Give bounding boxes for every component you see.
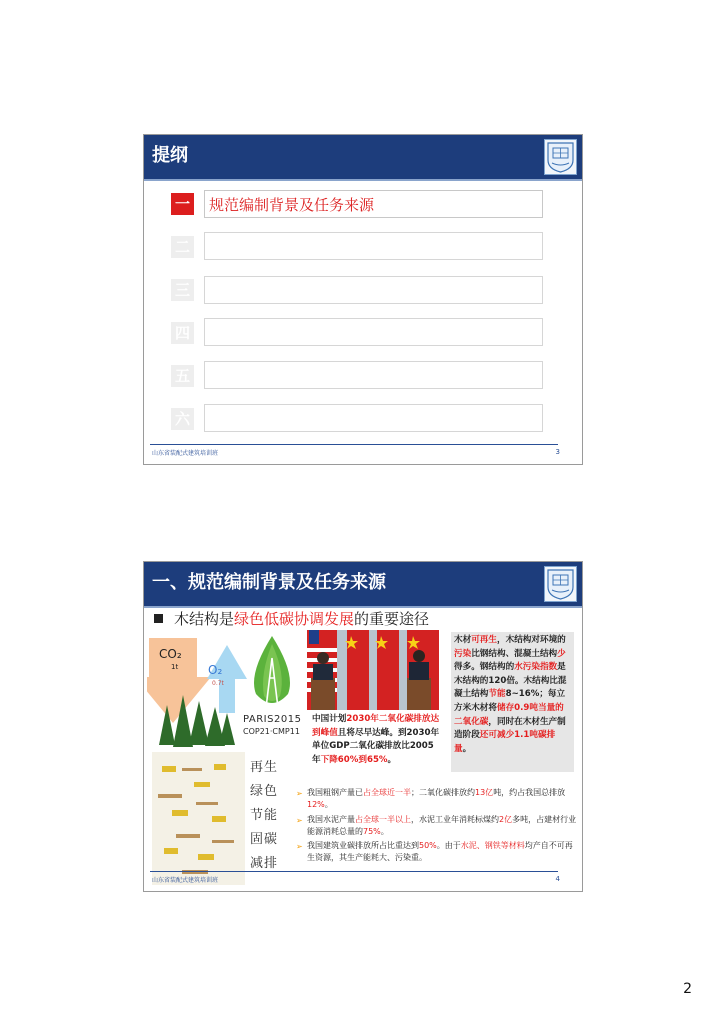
bullet-square — [154, 614, 163, 623]
arrow-bullet-icon: ➢ — [296, 816, 303, 825]
point-highlight: 50% — [419, 841, 437, 850]
point-text: ，水泥工业年消耗标煤约 — [411, 815, 499, 824]
china-text-highlight: 下降60%到65% — [320, 754, 388, 765]
o2-value: 0.7t — [212, 680, 224, 687]
point-highlight: 12% — [307, 800, 325, 809]
point-highlight: 75% — [363, 827, 381, 836]
slide-page-number: 3 — [555, 448, 560, 456]
outline-number-3: 三 — [171, 279, 194, 301]
panel-highlight: 水污染指数 — [514, 662, 558, 673]
china-text-part: 。 — [387, 754, 397, 765]
point-text: 吨，约占我国总排放 — [493, 788, 566, 797]
arrow-bullet-icon: ➢ — [296, 789, 303, 798]
point-text: ；二氧化碳排放约 — [411, 788, 475, 797]
panel-text: 木材 — [454, 635, 472, 645]
outline-item-3 — [204, 276, 543, 304]
outline-item-label: 规范编制背景及任务来源 — [209, 196, 375, 214]
o2-label: O₂ — [208, 663, 223, 677]
point-text: 均产自不可再生资源，其生产能耗大、污染重。 — [307, 841, 573, 862]
bullet-highlight: 绿色低碳协调发展 — [234, 610, 355, 628]
point-steel — [307, 787, 577, 811]
keyword-renewable: 再生 — [250, 760, 279, 775]
china-text-part: 且将尽早达峰。到2030年单位GDP二氧化碳排放比2005年 — [312, 727, 440, 765]
panel-highlight: 储存0.9吨当量的二氧化碳 — [454, 702, 564, 727]
point-text: 我国建筑业碳排放所占比重达到 — [307, 841, 419, 850]
slide-background — [143, 561, 583, 892]
university-logo-icon — [544, 566, 577, 602]
bullet-heading — [174, 608, 429, 629]
point-highlight: 13亿 — [475, 788, 494, 797]
panel-highlight: 可再生 — [471, 635, 497, 645]
summit-photo — [307, 630, 439, 710]
bullet-text: 的重要途径 — [354, 610, 430, 628]
point-highlight: 占全球近一半 — [363, 788, 411, 797]
outline-number-5: 五 — [171, 365, 194, 387]
outline-item-5 — [204, 361, 543, 389]
slide-title: 提纲 — [152, 145, 188, 166]
point-text: 多吨，占建材行业能源消耗总量的 — [307, 815, 577, 836]
keyword-energy-saving: 节能 — [250, 808, 279, 823]
footer-divider — [150, 444, 558, 445]
co2-value: 1t — [171, 663, 179, 671]
point-cement — [307, 814, 577, 838]
china-target-text — [312, 713, 440, 767]
slide-outline — [143, 134, 583, 465]
point-text: 。 — [380, 827, 389, 836]
panel-text: ，木结构对环境的 — [497, 635, 566, 645]
university-logo-icon — [544, 139, 577, 175]
china-text-highlight: 2030年二氧化碳排放达到峰值 — [312, 714, 440, 738]
point-highlight: 占全球一半以上 — [355, 815, 411, 824]
point-text: 我国水泥产量 — [307, 815, 355, 824]
outline-number-4: 四 — [171, 322, 194, 344]
outline-item-2 — [204, 232, 543, 260]
slide-header — [144, 135, 582, 179]
panel-highlight: 少 — [557, 648, 566, 659]
panel-text: 是木结构的120倍。木结构比混凝土结构 — [454, 662, 567, 700]
china-text-part: 中国计划 — [312, 714, 347, 724]
outline-number-2: 二 — [171, 236, 194, 258]
keyword-carbon-fixing: 固碳 — [250, 832, 279, 847]
panel-text: 得多。钢结构的 — [454, 662, 515, 673]
outline-item-1 — [204, 190, 543, 218]
outline-item-4 — [204, 318, 543, 346]
paris-2015-logo — [242, 634, 302, 714]
outline-item-6 — [204, 404, 543, 432]
slide-page-number: 4 — [555, 875, 560, 883]
point-text: 。 — [324, 800, 333, 809]
footer-divider — [150, 871, 558, 872]
bullet-text: 木结构是 — [174, 610, 235, 628]
cop21-text: COP21·CMP11 — [243, 727, 300, 736]
panel-text: 8~16%；每立方米木材将 — [454, 689, 566, 713]
panel-highlight: 还可减少1.1吨碳排量 — [454, 730, 556, 754]
panel-text: 比钢结构、混凝土结构 — [471, 648, 558, 659]
panel-text: 。 — [462, 743, 472, 754]
co2-label: CO₂ — [159, 647, 182, 661]
page-number: 2 — [683, 981, 692, 997]
panel-highlight: 节能 — [488, 689, 506, 700]
footer-text: 山东省装配式建筑培训班 — [152, 877, 219, 884]
slide-title: 一、规范编制背景及任务来源 — [152, 572, 386, 593]
arrow-bullet-icon: ➢ — [296, 842, 303, 851]
footer-text: 山东省装配式建筑培训班 — [152, 450, 219, 457]
point-text: 我国粗钢产量已 — [307, 788, 363, 797]
point-highlight: 水泥、钢铁等材料 — [460, 841, 525, 850]
point-text: 。由于 — [436, 841, 461, 850]
header-divider — [144, 179, 582, 181]
point-construction — [307, 840, 577, 864]
outline-number-1: 一 — [171, 193, 194, 215]
panel-text: ，同时在木材生产制造阶段 — [454, 716, 566, 741]
wood-benefit-panel — [451, 632, 574, 772]
keyword-emission-reduction: 减排 — [250, 856, 279, 871]
timber-construction-diagram — [152, 752, 245, 885]
slide-header — [144, 562, 582, 606]
outline-number-6: 六 — [171, 408, 194, 430]
panel-highlight: 污染 — [454, 648, 472, 659]
point-highlight: 2亿 — [499, 815, 513, 824]
keyword-green: 绿色 — [250, 784, 279, 799]
paris-2015-text: PARIS2015 — [243, 714, 302, 725]
